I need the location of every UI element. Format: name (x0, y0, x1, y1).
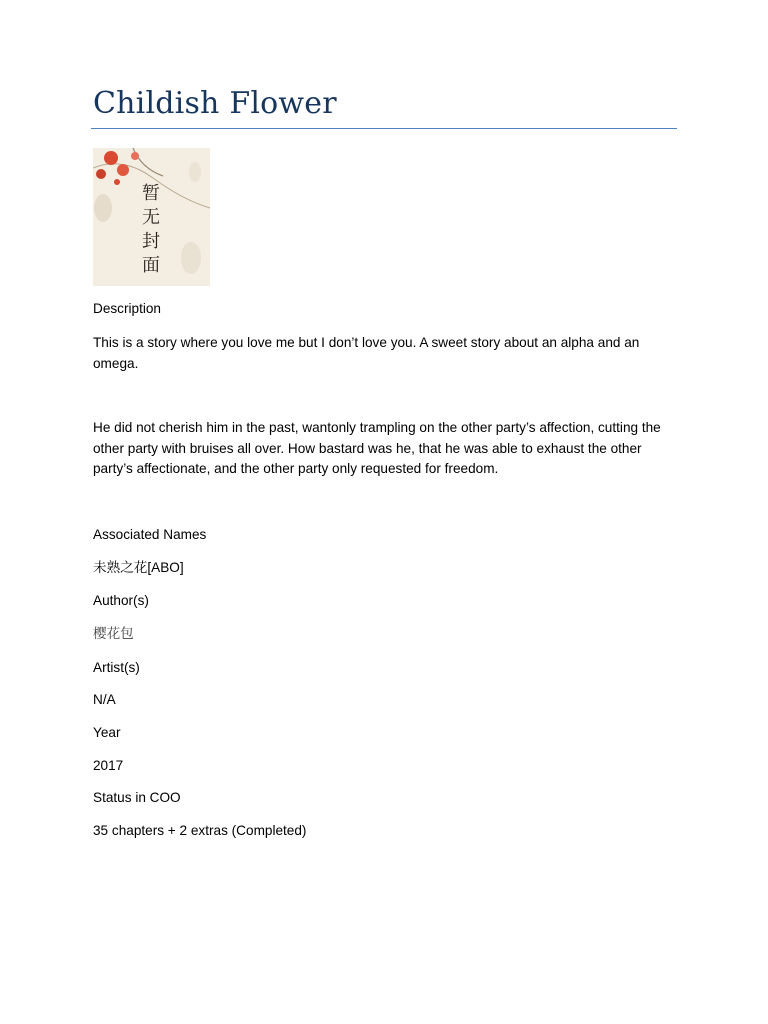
associated-names-heading: Associated Names (93, 527, 207, 542)
cover-character: 面 (142, 255, 160, 276)
artists-heading: Artist(s) (93, 660, 140, 675)
pale-leaf (189, 162, 201, 182)
red-blossom (131, 152, 139, 160)
red-blossom (114, 179, 120, 185)
cover-image (93, 148, 210, 286)
authors-value: 樱花包 (93, 626, 134, 641)
status-heading: Status in COO (93, 790, 181, 805)
cover-character: 封 (142, 231, 160, 252)
red-blossom (96, 169, 106, 179)
authors-heading: Author(s) (93, 593, 149, 608)
year-heading: Year (93, 725, 121, 740)
description-paragraph-2: He did not cherish him in the past, wantonly trampling on the other party’s affection, cutting the other party with bruises all over. How bastard was he, that he was able to exhaust the other party’s affectionate, and the other party only requested for freedom. (93, 420, 661, 476)
status-value: 35 chapters + 2 extras (Completed) (93, 823, 307, 838)
pale-leaf (181, 242, 201, 274)
cover-character: 暂 (142, 183, 160, 204)
associated-names-value: 未熟之花[ABO] (93, 560, 184, 575)
pale-leaf (94, 194, 112, 222)
cover-character: 无 (142, 207, 160, 228)
page-title: Childish Flower (93, 86, 337, 121)
red-blossom (117, 164, 129, 176)
description-heading: Description (93, 301, 161, 316)
red-blossom (104, 151, 118, 165)
cover-caption (137, 182, 165, 278)
year-value: 2017 (93, 758, 124, 773)
title-underline (91, 128, 677, 129)
description-paragraph-1: This is a story where you love me but I don’t love you. A sweet story about an alpha and an omega. (93, 335, 640, 371)
artists-value: N/A (93, 692, 116, 707)
